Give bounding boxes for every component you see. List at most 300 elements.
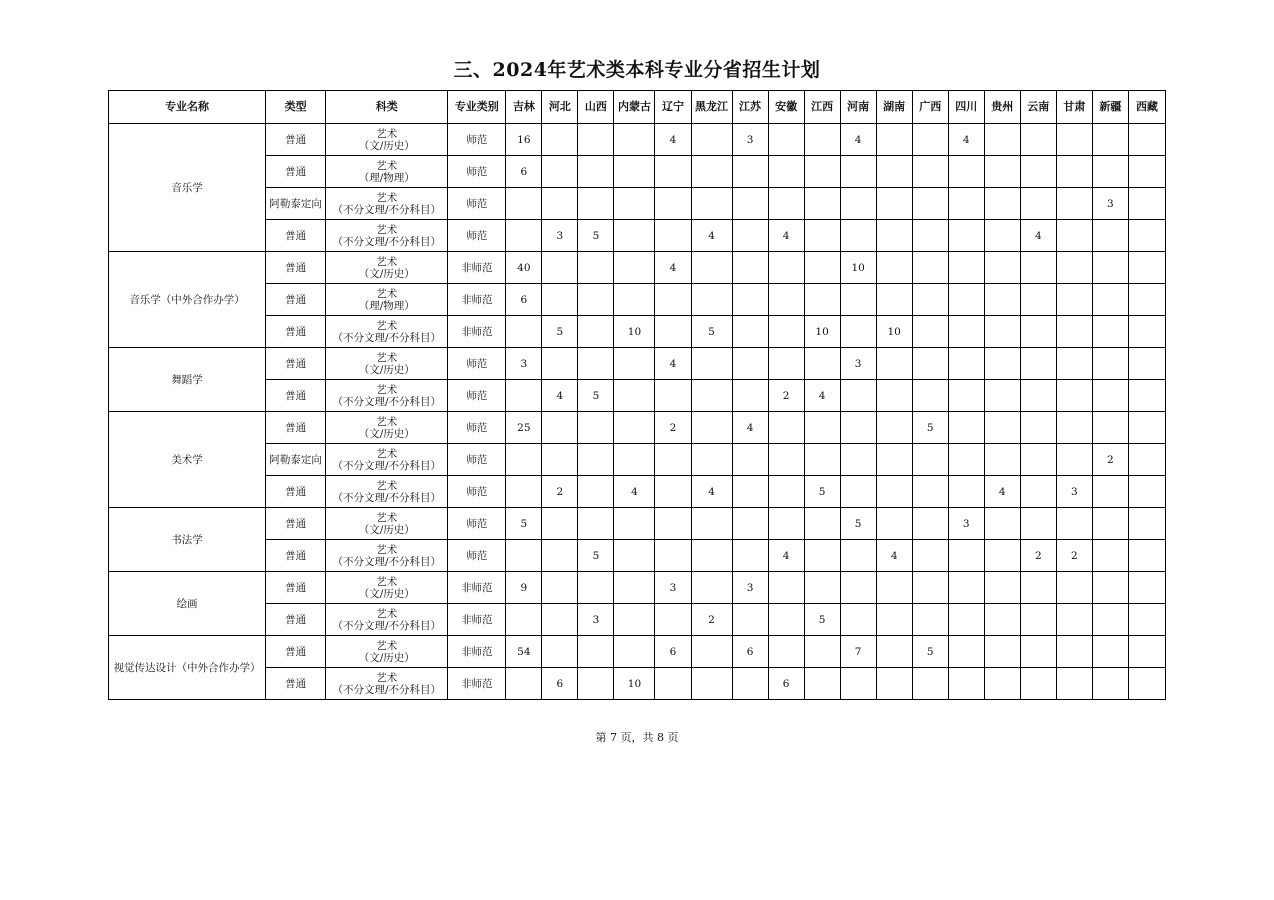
page-title: 三、2024年艺术类本科专业分省招生计划 — [453, 59, 821, 81]
subject-cell — [326, 476, 448, 508]
category-cell: 师范 — [448, 540, 506, 572]
quota-cell — [578, 348, 614, 380]
subject-line-2: （文/历史） — [358, 267, 415, 280]
quota-cell — [876, 156, 912, 188]
quota-cell: 4 — [984, 476, 1020, 508]
quota-cell — [840, 380, 876, 412]
quota-cell: 5 — [912, 412, 948, 444]
category-cell: 师范 — [448, 156, 506, 188]
quota-cell — [1020, 476, 1056, 508]
quota-cell — [1128, 188, 1165, 220]
quota-cell — [655, 316, 691, 348]
subject-line-1: 艺术 — [376, 447, 398, 460]
category-cell: 非师范 — [448, 252, 506, 284]
quota-cell — [542, 636, 578, 668]
quota-cell — [768, 636, 804, 668]
table-row — [109, 540, 1166, 572]
category-cell: 非师范 — [448, 604, 506, 636]
column-header: 吉林 — [506, 91, 542, 124]
quota-cell: 6 — [506, 284, 542, 316]
major-name-cell: 美术学 — [109, 412, 266, 508]
quota-cell — [732, 284, 768, 316]
major-name-cell: 视觉传达设计（中外合作办学） — [109, 636, 266, 700]
quota-cell — [1128, 572, 1165, 604]
quota-cell — [1092, 220, 1128, 252]
type-cell: 普通 — [266, 508, 326, 540]
quota-cell: 4 — [691, 220, 732, 252]
quota-cell — [804, 252, 840, 284]
quota-cell — [804, 188, 840, 220]
quota-cell — [1056, 636, 1092, 668]
quota-cell — [691, 668, 732, 700]
quota-cell — [691, 380, 732, 412]
quota-cell — [912, 476, 948, 508]
quota-cell — [578, 188, 614, 220]
quota-cell — [691, 124, 732, 156]
quota-cell — [1128, 412, 1165, 444]
column-header: 江苏 — [732, 91, 768, 124]
quota-cell — [1092, 636, 1128, 668]
quota-cell — [804, 668, 840, 700]
quota-cell — [506, 220, 542, 252]
quota-cell — [1092, 572, 1128, 604]
quota-cell: 4 — [655, 252, 691, 284]
subject-cell — [326, 604, 448, 636]
quota-cell — [1128, 444, 1165, 476]
quota-cell — [1056, 252, 1092, 284]
quota-cell — [1056, 380, 1092, 412]
column-header: 专业名称 — [109, 91, 266, 124]
quota-cell — [614, 252, 655, 284]
quota-cell: 4 — [768, 540, 804, 572]
table-row — [109, 412, 1166, 444]
quota-cell — [768, 284, 804, 316]
quota-cell — [1128, 316, 1165, 348]
quota-cell — [542, 412, 578, 444]
quota-cell: 3 — [732, 124, 768, 156]
quota-cell — [840, 316, 876, 348]
table-row — [109, 188, 1166, 220]
quota-cell: 6 — [506, 156, 542, 188]
major-name-cell: 绘画 — [109, 572, 266, 636]
category-cell: 师范 — [448, 508, 506, 540]
quota-cell — [768, 156, 804, 188]
quota-cell — [578, 252, 614, 284]
column-header: 云南 — [1020, 91, 1056, 124]
subject-line-2: （不分文理/不分科目） — [332, 555, 442, 568]
quota-cell — [655, 508, 691, 540]
quota-cell — [1020, 252, 1056, 284]
quota-cell — [506, 476, 542, 508]
quota-cell — [804, 348, 840, 380]
quota-cell — [1092, 412, 1128, 444]
category-cell: 师范 — [448, 124, 506, 156]
quota-cell: 6 — [732, 636, 768, 668]
column-header: 广西 — [912, 91, 948, 124]
quota-cell — [948, 636, 984, 668]
type-cell: 普通 — [266, 220, 326, 252]
quota-cell — [732, 348, 768, 380]
quota-cell — [876, 508, 912, 540]
quota-cell: 6 — [542, 668, 578, 700]
quota-cell — [1020, 124, 1056, 156]
quota-cell — [542, 124, 578, 156]
subject-line-1: 艺术 — [376, 351, 398, 364]
quota-cell: 5 — [578, 220, 614, 252]
quota-cell: 4 — [655, 348, 691, 380]
quota-cell — [542, 252, 578, 284]
quota-cell — [840, 188, 876, 220]
quota-cell — [1020, 636, 1056, 668]
column-header: 贵州 — [984, 91, 1020, 124]
quota-cell — [804, 540, 840, 572]
quota-cell — [984, 412, 1020, 444]
subject-line-2: （不分文理/不分科目） — [332, 683, 442, 696]
quota-cell — [876, 124, 912, 156]
category-cell: 非师范 — [448, 316, 506, 348]
quota-cell — [768, 412, 804, 444]
quota-cell — [804, 220, 840, 252]
category-cell: 师范 — [448, 188, 506, 220]
quota-cell — [614, 380, 655, 412]
subject-line-1: 艺术 — [376, 127, 398, 140]
quota-cell — [768, 316, 804, 348]
major-name-cell: 书法学 — [109, 508, 266, 572]
table-row — [109, 572, 1166, 604]
quota-cell — [614, 444, 655, 476]
quota-cell — [984, 444, 1020, 476]
quota-cell — [1128, 252, 1165, 284]
quota-cell — [768, 348, 804, 380]
major-name-cell: 舞蹈学 — [109, 348, 266, 412]
quota-cell — [912, 284, 948, 316]
subject-line-1: 艺术 — [376, 511, 398, 524]
quota-cell — [912, 252, 948, 284]
subject-cell — [326, 220, 448, 252]
quota-cell: 2 — [1020, 540, 1056, 572]
quota-cell — [804, 284, 840, 316]
column-header: 甘肃 — [1056, 91, 1092, 124]
category-cell: 师范 — [448, 348, 506, 380]
subject-line-1: 艺术 — [376, 415, 398, 428]
quota-cell: 3 — [542, 220, 578, 252]
quota-cell — [542, 604, 578, 636]
quota-cell — [768, 252, 804, 284]
quota-cell: 3 — [1056, 476, 1092, 508]
quota-cell — [912, 604, 948, 636]
quota-cell — [1020, 348, 1056, 380]
quota-cell — [542, 348, 578, 380]
quota-cell — [691, 348, 732, 380]
type-cell: 普通 — [266, 540, 326, 572]
quota-cell — [876, 252, 912, 284]
quota-cell — [876, 668, 912, 700]
quota-cell — [1128, 476, 1165, 508]
quota-cell — [614, 508, 655, 540]
quota-cell — [840, 284, 876, 316]
quota-cell — [984, 572, 1020, 604]
major-name-cell: 音乐学（中外合作办学） — [109, 252, 266, 348]
quota-cell — [1092, 604, 1128, 636]
quota-cell — [984, 156, 1020, 188]
quota-cell — [732, 444, 768, 476]
subject-line-1: 艺术 — [376, 287, 398, 300]
quota-cell — [876, 476, 912, 508]
quota-cell — [1128, 604, 1165, 636]
quota-cell — [506, 380, 542, 412]
quota-cell — [1056, 348, 1092, 380]
quota-cell — [1020, 412, 1056, 444]
column-header: 辽宁 — [655, 91, 691, 124]
quota-cell — [691, 284, 732, 316]
type-cell: 普通 — [266, 252, 326, 284]
quota-cell — [732, 668, 768, 700]
quota-cell — [1056, 124, 1092, 156]
quota-cell: 4 — [732, 412, 768, 444]
quota-cell — [948, 220, 984, 252]
subject-line-1: 艺术 — [376, 639, 398, 652]
quota-cell — [984, 124, 1020, 156]
quota-cell — [1056, 572, 1092, 604]
quota-cell — [691, 412, 732, 444]
quota-cell — [1056, 220, 1092, 252]
quota-cell — [948, 380, 984, 412]
type-cell: 普通 — [266, 476, 326, 508]
quota-cell — [1056, 604, 1092, 636]
subject-line-1: 艺术 — [376, 319, 398, 332]
quota-cell — [1020, 156, 1056, 188]
quota-cell: 40 — [506, 252, 542, 284]
quota-cell — [876, 220, 912, 252]
quota-cell — [948, 476, 984, 508]
quota-cell — [912, 540, 948, 572]
quota-cell — [876, 380, 912, 412]
type-cell: 普通 — [266, 156, 326, 188]
quota-cell — [732, 220, 768, 252]
quota-cell — [691, 252, 732, 284]
table-row — [109, 508, 1166, 540]
quota-cell — [614, 188, 655, 220]
quota-cell: 5 — [691, 316, 732, 348]
quota-cell — [840, 540, 876, 572]
subject-cell — [326, 444, 448, 476]
quota-cell — [948, 540, 984, 572]
quota-cell — [614, 284, 655, 316]
quota-cell: 2 — [542, 476, 578, 508]
subject-cell — [326, 572, 448, 604]
enrollment-plan-table — [108, 90, 1166, 700]
quota-cell — [1128, 348, 1165, 380]
type-cell: 普通 — [266, 316, 326, 348]
quota-cell: 5 — [912, 636, 948, 668]
quota-cell — [948, 668, 984, 700]
quota-cell — [804, 444, 840, 476]
quota-cell — [1128, 380, 1165, 412]
quota-cell — [542, 540, 578, 572]
quota-cell: 10 — [614, 316, 655, 348]
column-header: 四川 — [948, 91, 984, 124]
quota-cell — [578, 284, 614, 316]
subject-line-1: 艺术 — [376, 575, 398, 588]
subject-cell — [326, 508, 448, 540]
quota-cell — [1020, 604, 1056, 636]
subject-line-2: （不分文理/不分科目） — [332, 203, 442, 216]
quota-cell — [912, 316, 948, 348]
quota-cell: 3 — [840, 348, 876, 380]
quota-cell — [1092, 540, 1128, 572]
quota-cell: 3 — [1092, 188, 1128, 220]
table-row — [109, 636, 1166, 668]
quota-cell — [542, 188, 578, 220]
quota-cell — [655, 188, 691, 220]
quota-cell — [1128, 540, 1165, 572]
quota-cell — [506, 668, 542, 700]
quota-cell — [948, 412, 984, 444]
quota-cell — [768, 604, 804, 636]
quota-cell — [506, 540, 542, 572]
type-cell: 阿勒泰定向 — [266, 444, 326, 476]
quota-cell — [948, 604, 984, 636]
type-cell: 普通 — [266, 604, 326, 636]
quota-cell — [768, 124, 804, 156]
table-row — [109, 668, 1166, 700]
quota-cell — [578, 412, 614, 444]
quota-cell: 10 — [614, 668, 655, 700]
quota-cell — [984, 540, 1020, 572]
quota-cell: 2 — [768, 380, 804, 412]
subject-cell — [326, 540, 448, 572]
quota-cell — [732, 604, 768, 636]
quota-cell — [1020, 444, 1056, 476]
quota-cell — [1092, 252, 1128, 284]
quota-cell — [691, 444, 732, 476]
quota-cell — [840, 412, 876, 444]
quota-cell — [1128, 156, 1165, 188]
quota-cell — [984, 316, 1020, 348]
quota-cell — [804, 636, 840, 668]
quota-cell: 4 — [876, 540, 912, 572]
quota-cell: 3 — [732, 572, 768, 604]
quota-cell: 16 — [506, 124, 542, 156]
quota-cell — [948, 316, 984, 348]
quota-cell — [984, 508, 1020, 540]
quota-cell — [1020, 188, 1056, 220]
quota-cell — [840, 476, 876, 508]
column-header: 安徽 — [768, 91, 804, 124]
subject-cell — [326, 636, 448, 668]
quota-cell — [840, 156, 876, 188]
quota-cell — [1020, 380, 1056, 412]
quota-cell — [1092, 284, 1128, 316]
quota-cell — [1128, 668, 1165, 700]
table-header-row — [109, 91, 1166, 124]
quota-cell — [614, 348, 655, 380]
quota-cell: 3 — [578, 604, 614, 636]
quota-cell: 2 — [691, 604, 732, 636]
subject-line-1: 艺术 — [376, 191, 398, 204]
subject-line-2: （不分文理/不分科目） — [332, 619, 442, 632]
quota-cell — [614, 412, 655, 444]
quota-cell: 4 — [840, 124, 876, 156]
category-cell: 非师范 — [448, 668, 506, 700]
quota-cell — [948, 284, 984, 316]
subject-line-2: （文/历史） — [358, 139, 415, 152]
quota-cell: 6 — [655, 636, 691, 668]
quota-cell: 5 — [804, 476, 840, 508]
quota-cell: 3 — [506, 348, 542, 380]
quota-cell — [912, 508, 948, 540]
quota-cell — [732, 540, 768, 572]
quota-cell — [984, 668, 1020, 700]
quota-cell — [578, 124, 614, 156]
quota-cell — [655, 220, 691, 252]
quota-cell — [768, 188, 804, 220]
quota-cell — [1092, 124, 1128, 156]
subject-line-1: 艺术 — [376, 383, 398, 396]
quota-cell — [876, 348, 912, 380]
quota-cell — [840, 604, 876, 636]
type-cell: 普通 — [266, 124, 326, 156]
subject-cell — [326, 316, 448, 348]
type-cell: 普通 — [266, 572, 326, 604]
table-row — [109, 284, 1166, 316]
subject-line-2: （文/历史） — [358, 523, 415, 536]
table-row — [109, 316, 1166, 348]
quota-cell — [506, 316, 542, 348]
quota-cell — [655, 156, 691, 188]
quota-cell: 3 — [948, 508, 984, 540]
quota-cell — [1128, 508, 1165, 540]
quota-cell: 5 — [542, 316, 578, 348]
quota-cell: 4 — [691, 476, 732, 508]
quota-cell — [876, 188, 912, 220]
category-cell: 师范 — [448, 412, 506, 444]
major-name-cell: 音乐学 — [109, 124, 266, 252]
quota-cell — [948, 156, 984, 188]
quota-cell — [1056, 444, 1092, 476]
quota-cell: 54 — [506, 636, 542, 668]
quota-cell — [912, 572, 948, 604]
quota-cell — [578, 636, 614, 668]
quota-cell: 4 — [614, 476, 655, 508]
quota-cell — [578, 668, 614, 700]
quota-cell — [948, 572, 984, 604]
column-header: 江西 — [804, 91, 840, 124]
column-header: 专业类别 — [448, 91, 506, 124]
quota-cell — [614, 220, 655, 252]
quota-cell — [768, 444, 804, 476]
quota-cell — [578, 476, 614, 508]
subject-line-2: （文/历史） — [358, 587, 415, 600]
quota-cell — [984, 220, 1020, 252]
quota-cell — [732, 188, 768, 220]
subject-cell — [326, 380, 448, 412]
quota-cell — [804, 412, 840, 444]
category-cell: 师范 — [448, 380, 506, 412]
quota-cell — [1128, 636, 1165, 668]
subject-cell — [326, 124, 448, 156]
quota-cell — [984, 348, 1020, 380]
quota-cell — [578, 444, 614, 476]
quota-cell — [1092, 316, 1128, 348]
quota-cell — [1020, 572, 1056, 604]
quota-cell — [804, 156, 840, 188]
quota-cell — [876, 284, 912, 316]
quota-cell — [655, 540, 691, 572]
quota-cell — [984, 636, 1020, 668]
quota-cell — [542, 508, 578, 540]
category-cell: 非师范 — [448, 572, 506, 604]
